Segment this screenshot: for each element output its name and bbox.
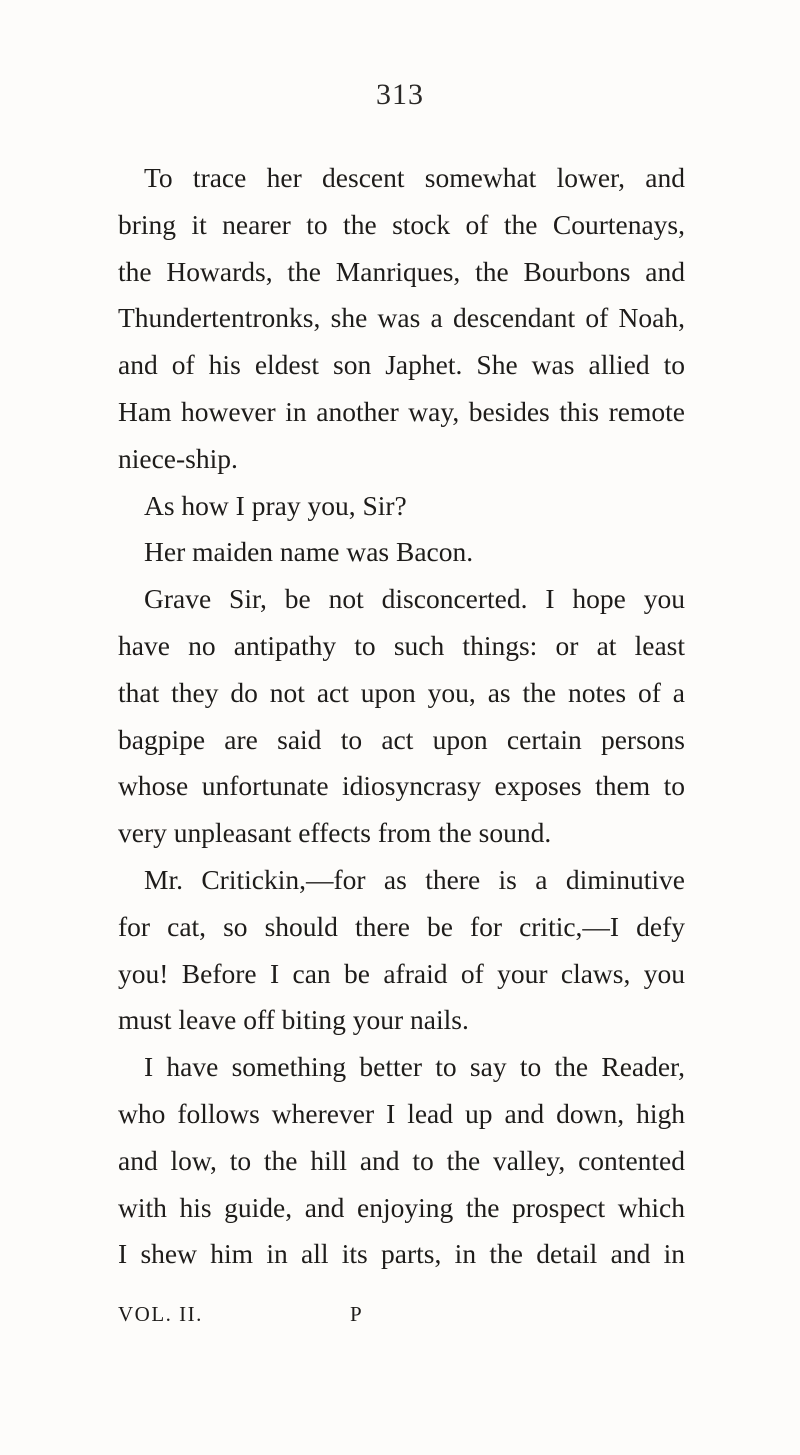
volume-label: VOL. II. bbox=[118, 1302, 203, 1326]
text-line: I shew him in all its parts, in the detail and in bbox=[118, 1238, 685, 1270]
page-footer bbox=[118, 1294, 685, 1334]
text-line: As how I pray you, Sir? bbox=[144, 489, 407, 521]
text-line: with his guide, and enjoying the prospect which bbox=[118, 1191, 685, 1223]
body-text bbox=[118, 155, 685, 1278]
text-line: and low, to the hill and to the valley, contented bbox=[118, 1144, 685, 1176]
text-line: whose unfortunate idiosyncrasy exposes them to bbox=[118, 770, 685, 802]
text-line: Grave Sir, be not disconcerted. I hope you bbox=[144, 583, 685, 615]
text-line: bring it nearer to the stock of the Courtenays, bbox=[118, 208, 685, 240]
text-line: To trace her descent somewhat lower, and bbox=[144, 162, 685, 193]
text-line: have no antipathy to such things: or at least bbox=[118, 629, 685, 661]
text-line: who follows wherever I lead up and down, high bbox=[118, 1097, 685, 1129]
text-line: I have something better to say to the Reader, bbox=[144, 1051, 685, 1083]
text-line: niece-ship. bbox=[118, 442, 238, 474]
text-line: Mr. Critickin,—for as there is a diminutive bbox=[144, 863, 685, 895]
text-line: must leave off biting your nails. bbox=[118, 1004, 469, 1036]
text-line: Thundertentronks, she was a descendant of Noah, bbox=[118, 302, 685, 334]
text-line: Her maiden name was Bacon. bbox=[144, 536, 474, 568]
text-line: that they do not act upon you, as the notes of a bbox=[118, 676, 685, 708]
text-line: very unpleasant effects from the sound. bbox=[118, 817, 552, 849]
text-line: Ham however in another way, besides this remote bbox=[118, 395, 685, 427]
signature-mark: P bbox=[350, 1302, 362, 1326]
text-line: and of his eldest son Japhet. She was allied to bbox=[118, 349, 685, 381]
text-line: bagpipe are said to act upon certain persons bbox=[118, 723, 685, 755]
page-number: 313 bbox=[376, 78, 424, 111]
text-line: for cat, so should there be for critic,—I defy bbox=[118, 910, 685, 942]
text-line: you! Before I can be afraid of your claws, you bbox=[118, 957, 685, 989]
text-line: the Howards, the Manriques, the Bourbons and bbox=[118, 255, 685, 287]
